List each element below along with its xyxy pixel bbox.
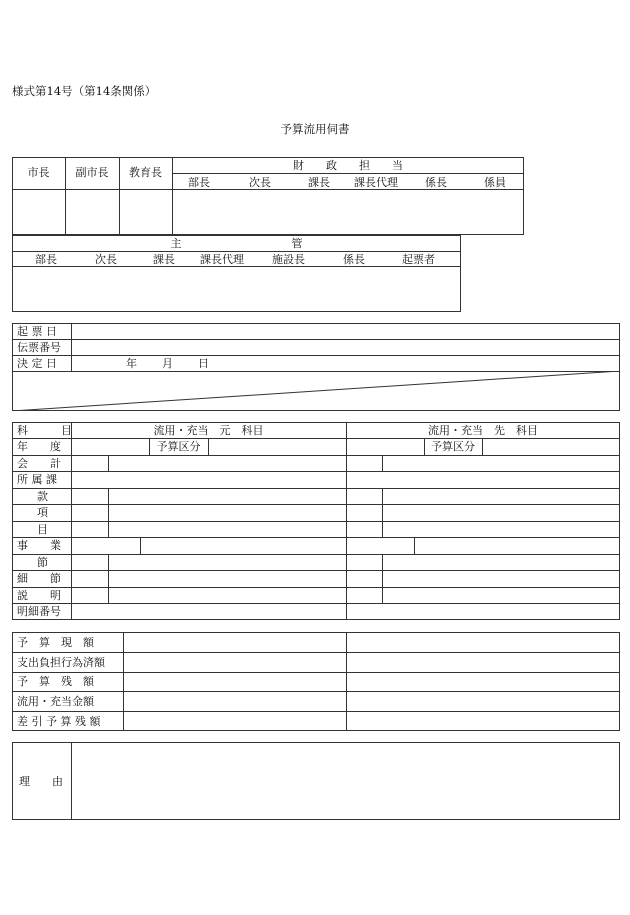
finance-section-title: 財 政 担 当: [293, 159, 403, 172]
row-label-description: 説 明: [17, 589, 61, 602]
source-subject-title: 流用・充当 元 科目: [153, 424, 264, 437]
approver-mayor: 市長: [27, 166, 50, 179]
row-label-department: 所 属 課: [17, 473, 57, 486]
year-label: 年: [126, 357, 137, 370]
row-label-project: 事 業: [17, 539, 61, 552]
row-label-moku: 目: [37, 523, 48, 536]
finance-col: 係員: [484, 176, 506, 189]
diagonal-strike: [12, 371, 620, 411]
decision-date-label: 決 定 日: [17, 357, 57, 370]
source-budget-class-label: 予算区分: [156, 440, 201, 453]
document-title: 予算流用伺書: [280, 122, 350, 136]
main-col: 課長: [153, 253, 175, 266]
slip-number-label: 伝票番号: [17, 341, 61, 354]
row-label-account: 会 計: [17, 457, 61, 470]
day-label: 日: [198, 357, 209, 370]
row-label-kou: 項: [37, 506, 48, 519]
row-label-subsection: 細 節: [17, 572, 61, 585]
finance-col: 次長: [249, 176, 271, 189]
finance-col: 部長: [188, 176, 210, 189]
row-label-kan: 款: [37, 490, 48, 503]
amount-row-committed: 支出負担行為済額: [17, 656, 105, 669]
draft-date-label: 起 票 日: [17, 325, 57, 338]
approver-deputy-mayor: 副市長: [75, 166, 109, 179]
main-col: 次長: [95, 253, 117, 266]
destination-budget-class-label: 予算区分: [431, 440, 475, 453]
row-label-fiscal-year: 年 度: [17, 440, 61, 453]
amount-row-transfer-amount: 流用・充当金額: [17, 695, 94, 708]
row-label-subject: 科 目: [17, 424, 72, 437]
row-label-detail-number: 明細番号: [17, 605, 61, 618]
finance-col: 係長: [425, 176, 447, 189]
main-col: 課長代理: [200, 253, 244, 266]
finance-col: 課長: [308, 176, 330, 189]
reason-label: 理 由: [19, 775, 63, 788]
main-col: 係長: [343, 253, 365, 266]
amount-row-budget-current: 予 算 現 額: [17, 636, 94, 649]
form-number: 様式第14号（第14条関係）: [12, 84, 157, 98]
main-col: 施設長: [272, 253, 305, 266]
finance-col: 課長代理: [354, 176, 398, 189]
amount-row-budget-remaining: 予 算 残 額: [17, 675, 94, 688]
destination-subject-title: 流用・充当 先 科目: [428, 424, 538, 437]
main-col: 起票者: [402, 253, 435, 266]
main-section-title: 主 管: [170, 237, 303, 250]
amount-row-net-remaining: 差 引 予 算 残 額: [17, 715, 101, 728]
row-label-setsu: 節: [37, 556, 48, 569]
month-label: 月: [162, 357, 173, 370]
main-col: 部長: [35, 253, 57, 266]
approver-superintendent: 教育長: [129, 166, 162, 179]
